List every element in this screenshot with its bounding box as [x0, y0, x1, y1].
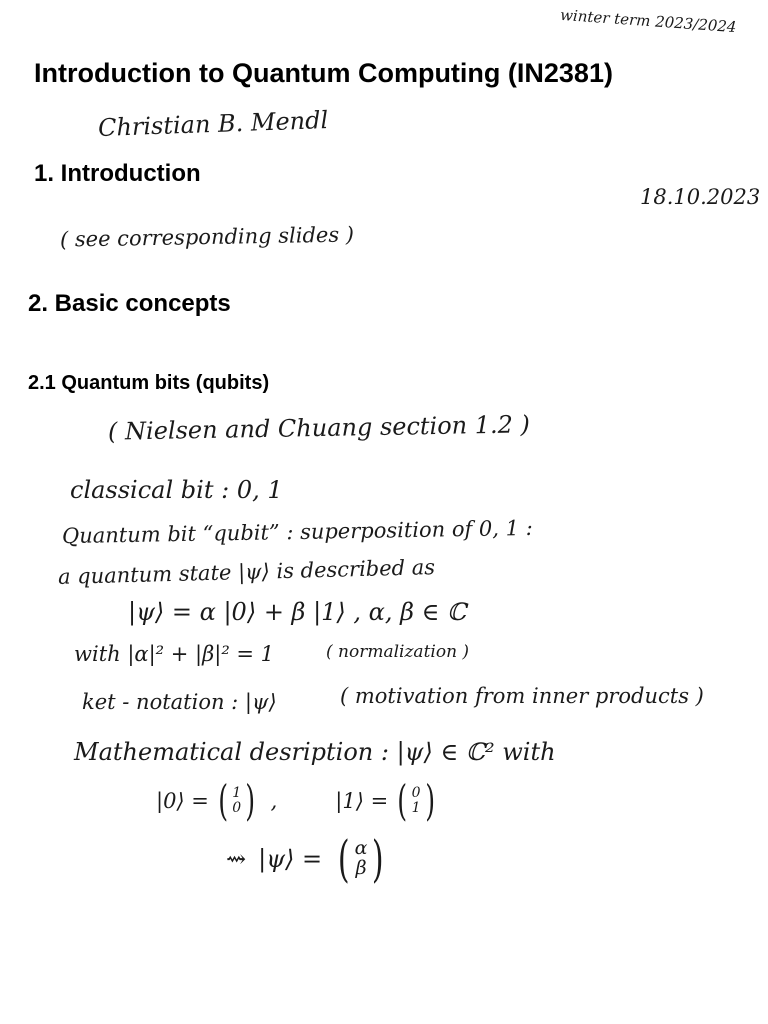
- normalization-note: ( normalization ): [326, 642, 470, 662]
- ket-notation-motivation: ( motivation from inner products ): [340, 684, 704, 708]
- ket-zero-label: |0⟩ =: [156, 789, 209, 813]
- state-vector-alpha: α: [354, 837, 368, 860]
- section-heading-basic-concepts: 2. Basic concepts: [28, 290, 231, 317]
- paren-left: (: [397, 776, 408, 825]
- note-line-quantum-state: a quantum state |ψ⟩ is described as: [57, 555, 436, 589]
- reference-note: ( Nielsen and Chuang section 1.2 ): [107, 410, 531, 446]
- ket-one-bottom: 1: [411, 800, 421, 816]
- state-vector: [334, 830, 388, 888]
- note-line-mathematical-description: Mathematical desription : |ψ⟩ ∈ ℂ² with: [74, 738, 556, 766]
- ket-zero-top: 1: [232, 785, 242, 802]
- state-vector-beta: β: [355, 857, 367, 879]
- page-title: Introduction to Quantum Computing (IN2381): [34, 58, 613, 88]
- ket-one-top: 0: [411, 785, 421, 802]
- author-name: Christian B. Mendl: [97, 105, 329, 143]
- intro-note: ( see corresponding slides ): [59, 222, 355, 252]
- state-vector-label: |ψ⟩ =: [258, 845, 323, 873]
- state-vector-line: [226, 830, 388, 888]
- section-heading-introduction: 1. Introduction: [34, 160, 201, 187]
- paren-left: (: [338, 830, 350, 888]
- paren-right: ): [424, 776, 435, 825]
- ket-one-vector: [394, 776, 438, 825]
- ket-notation-line: ket - notation : |ψ⟩: [82, 690, 277, 714]
- paren-left: (: [218, 776, 229, 825]
- leads-to-arrow: ⇝: [226, 845, 247, 873]
- basis-separator: ,: [270, 789, 278, 813]
- term-note: winter term 2023/2024: [559, 5, 738, 37]
- ket-zero-bottom: 0: [232, 800, 242, 816]
- subsection-heading-qubits: 2.1 Quantum bits (qubits): [28, 372, 270, 394]
- equation-state-superposition: |ψ⟩ = α |0⟩ + β |1⟩ , α, β ∈ ℂ: [128, 598, 467, 626]
- note-line-qubit-definition: Quantum bit “qubit” : superposition of 0, 1 :: [61, 515, 533, 549]
- equation-normalization: with |α|² + |β|² = 1: [74, 642, 275, 666]
- ket-one-label: |1⟩ =: [335, 789, 389, 813]
- ket-zero-vector: [215, 776, 259, 825]
- paren-right: ): [372, 830, 385, 888]
- lecture-date: 18.10.2023: [640, 185, 761, 209]
- paren-right: ): [245, 776, 256, 825]
- note-line-classical-bit: classical bit : 0, 1: [70, 476, 283, 504]
- basis-vectors-line: [156, 776, 438, 825]
